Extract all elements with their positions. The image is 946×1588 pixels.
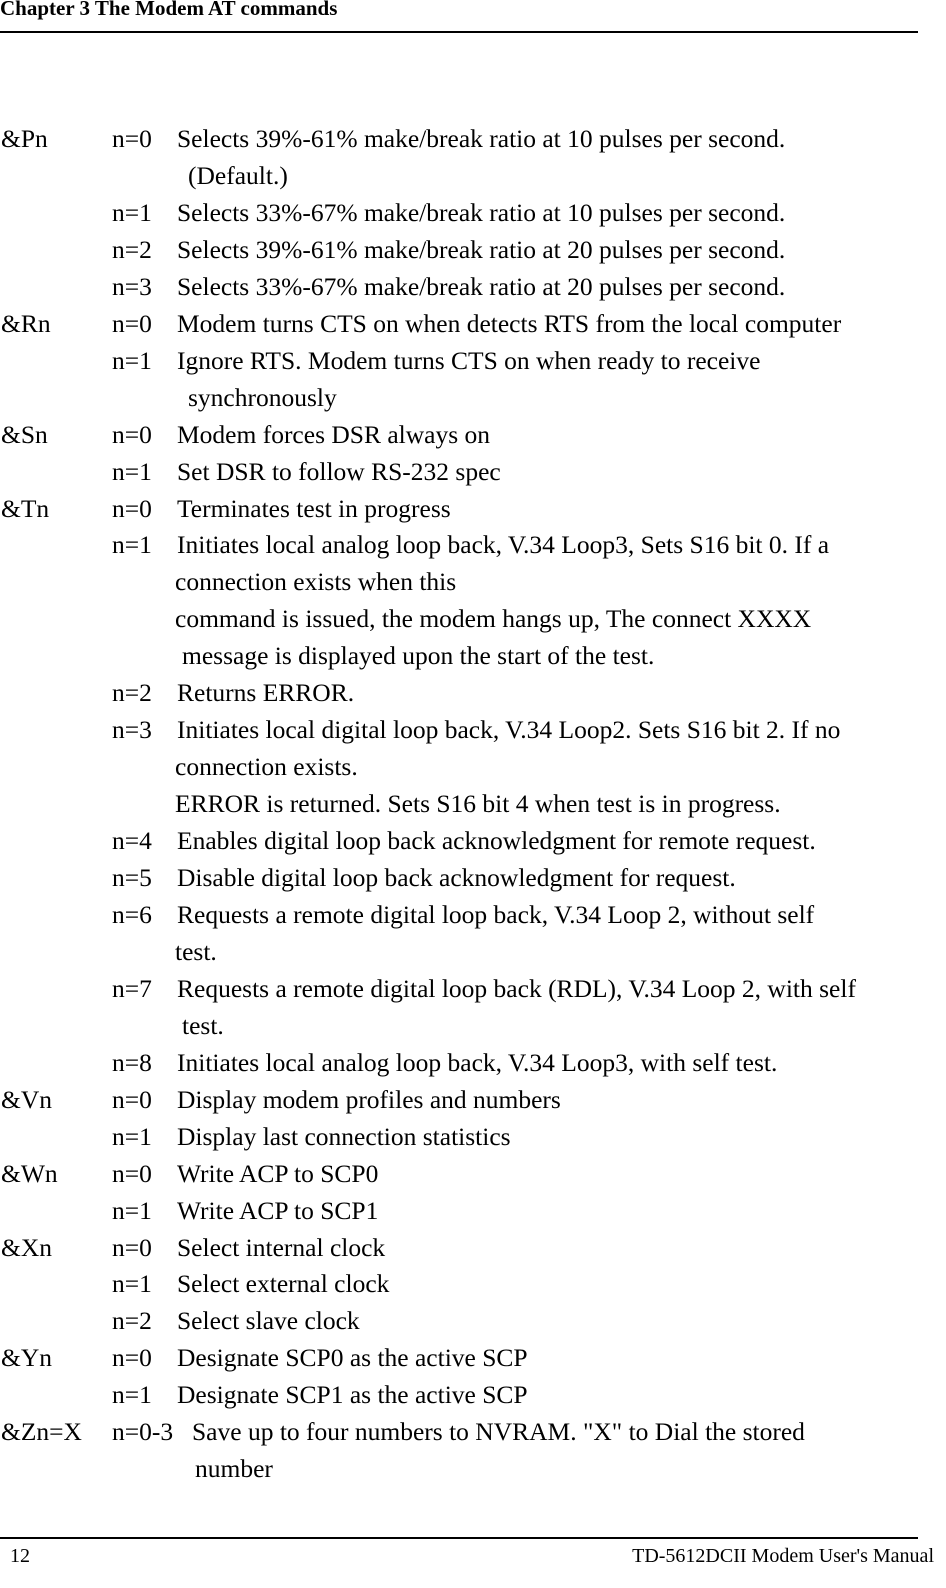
parameter-value: n=7	[112, 973, 152, 1003]
command-name: &Zn=X	[1, 1417, 82, 1447]
command-line	[0, 1229, 946, 1266]
description-text: Returns ERROR.	[177, 678, 355, 708]
command-line	[0, 859, 946, 896]
description-text: Selects 33%-67% make/break ratio at 10 pulses per second.	[177, 197, 786, 227]
command-line	[0, 563, 946, 600]
command-line	[0, 1081, 946, 1118]
description-text: Designate SCP1 as the active SCP	[177, 1380, 528, 1410]
description-text: connection exists.	[175, 752, 358, 782]
description-text: ERROR is returned. Sets S16 bit 4 when test is in progress.	[175, 789, 781, 819]
parameter-value: n=1	[112, 1121, 152, 1151]
description-text: Initiates local analog loop back, V.34 Loop3, Sets S16 bit 0. If a	[177, 530, 830, 560]
description-text: synchronously	[188, 382, 337, 412]
footer-rule	[0, 1537, 918, 1539]
command-line	[0, 748, 946, 785]
command-line	[0, 896, 946, 933]
parameter-value: n=1	[112, 1195, 152, 1225]
parameter-value: n=1	[112, 456, 152, 486]
command-line	[0, 305, 946, 342]
description-text: Initiates local analog loop back, V.34 Loop3, with self test.	[177, 1047, 778, 1077]
description-text: Initiates local digital loop back, V.34 Loop2. Sets S16 bit 2. If no	[177, 715, 841, 745]
command-line	[0, 1007, 946, 1044]
description-text: test.	[175, 936, 217, 966]
command-line	[0, 785, 946, 822]
description-text: Select internal clock	[177, 1232, 386, 1262]
parameter-value: n=1	[112, 530, 152, 560]
description-text: Write ACP to SCP1	[177, 1195, 379, 1225]
description-text: Ignore RTS. Modem turns CTS on when ready to receive	[177, 345, 761, 375]
command-line	[0, 379, 946, 416]
command-line	[0, 711, 946, 748]
command-line	[0, 1192, 946, 1229]
description-text: Display modem profiles and numbers	[177, 1084, 561, 1114]
parameter-value: n=4	[112, 826, 152, 856]
command-line	[0, 157, 946, 194]
parameter-value: n=1	[112, 1380, 152, 1410]
command-line	[0, 526, 946, 563]
parameter-value: n=0	[112, 1158, 152, 1188]
command-line	[0, 120, 946, 157]
command-line	[0, 231, 946, 268]
description-text: Requests a remote digital loop back, V.34 Loop 2, without self	[177, 899, 815, 929]
command-name: &Sn	[1, 419, 48, 449]
command-line	[0, 194, 946, 231]
page-number: 12	[10, 1545, 30, 1567]
command-line	[0, 600, 946, 637]
description-text: Selects 39%-61% make/break ratio at 10 pulses per second.	[177, 124, 786, 153]
manual-title: TD-5612DCII Modem User's Manual	[632, 1545, 934, 1567]
command-name: &Tn	[1, 493, 50, 523]
parameter-value: n=2	[112, 234, 152, 264]
description-text: Select external clock	[177, 1269, 390, 1299]
command-line	[0, 970, 946, 1007]
command-line	[0, 1044, 946, 1081]
parameter-value: n=2	[112, 678, 152, 708]
command-name: &Yn	[1, 1343, 52, 1373]
command-line	[0, 453, 946, 490]
chapter-header: Chapter 3 The Modem AT commands	[0, 0, 338, 20]
command-line	[0, 1413, 946, 1450]
description-text: (Default.)	[188, 160, 288, 190]
parameter-value: n=6	[112, 899, 152, 929]
parameter-value: n=0-3	[112, 1417, 174, 1447]
command-name: &Xn	[1, 1232, 52, 1262]
parameter-value: n=1	[112, 345, 152, 375]
command-line	[0, 637, 946, 674]
description-text: Selects 39%-61% make/break ratio at 20 pulses per second.	[177, 234, 786, 264]
command-name: &Wn	[1, 1158, 58, 1188]
command-line	[0, 416, 946, 453]
command-line	[0, 822, 946, 859]
description-text: Display last connection statistics	[177, 1121, 511, 1151]
description-text: Requests a remote digital loop back (RDL), V.34 Loop 2, with self	[177, 973, 856, 1003]
parameter-value: n=0	[112, 1232, 152, 1262]
description-text: Modem forces DSR always on	[177, 419, 491, 449]
command-line	[0, 490, 946, 527]
description-text: Select slave clock	[177, 1306, 360, 1336]
command-line	[0, 1302, 946, 1339]
description-text: Selects 33%-67% make/break ratio at 20 pulses per second.	[177, 271, 786, 301]
description-text: Write ACP to SCP0	[177, 1158, 379, 1188]
description-text: number	[195, 1454, 273, 1484]
command-line	[0, 1339, 946, 1376]
description-text: command is issued, the modem hangs up, The connect XXXX	[175, 604, 812, 634]
parameter-value: n=3	[112, 715, 152, 745]
parameter-value: n=5	[112, 863, 152, 892]
description-text: Modem turns CTS on when detects RTS from the local computer	[177, 308, 842, 338]
description-text: message is displayed upon the start of the test.	[182, 641, 655, 671]
command-name: &Rn	[1, 308, 51, 338]
command-line	[0, 1376, 946, 1413]
parameter-value: n=0	[112, 419, 152, 449]
parameter-value: n=0	[112, 1343, 152, 1373]
parameter-value: n=0	[112, 1084, 152, 1114]
description-text: Designate SCP0 as the active SCP	[177, 1343, 528, 1373]
command-line	[0, 1265, 946, 1302]
command-line	[0, 1155, 946, 1192]
description-text: Set DSR to follow RS-232 spec	[177, 456, 501, 486]
parameter-value: n=0	[112, 308, 152, 338]
description-text: test.	[182, 1010, 224, 1040]
command-line	[0, 1450, 946, 1487]
command-line	[0, 1118, 946, 1155]
description-text: connection exists when this	[175, 567, 457, 597]
parameter-value: n=0	[112, 124, 152, 153]
command-name: &Pn	[1, 124, 48, 153]
parameter-value: n=2	[112, 1306, 152, 1336]
parameter-value: n=1	[112, 197, 152, 227]
parameter-value: n=8	[112, 1047, 152, 1077]
command-line	[0, 933, 946, 970]
command-name: &Vn	[1, 1084, 52, 1114]
parameter-value: n=1	[112, 1269, 152, 1299]
command-line	[0, 674, 946, 711]
description-text: Enables digital loop back acknowledgment for remote request.	[177, 826, 816, 856]
description-text: Save up to four numbers to NVRAM. "X" to Dial the stored	[192, 1417, 805, 1447]
parameter-value: n=0	[112, 493, 152, 523]
command-line	[0, 342, 946, 379]
description-text: Disable digital loop back acknowledgment for request.	[177, 863, 736, 892]
description-text: Terminates test in progress	[177, 493, 451, 523]
parameter-value: n=3	[112, 271, 152, 301]
header-rule	[0, 31, 918, 33]
command-line	[0, 268, 946, 305]
